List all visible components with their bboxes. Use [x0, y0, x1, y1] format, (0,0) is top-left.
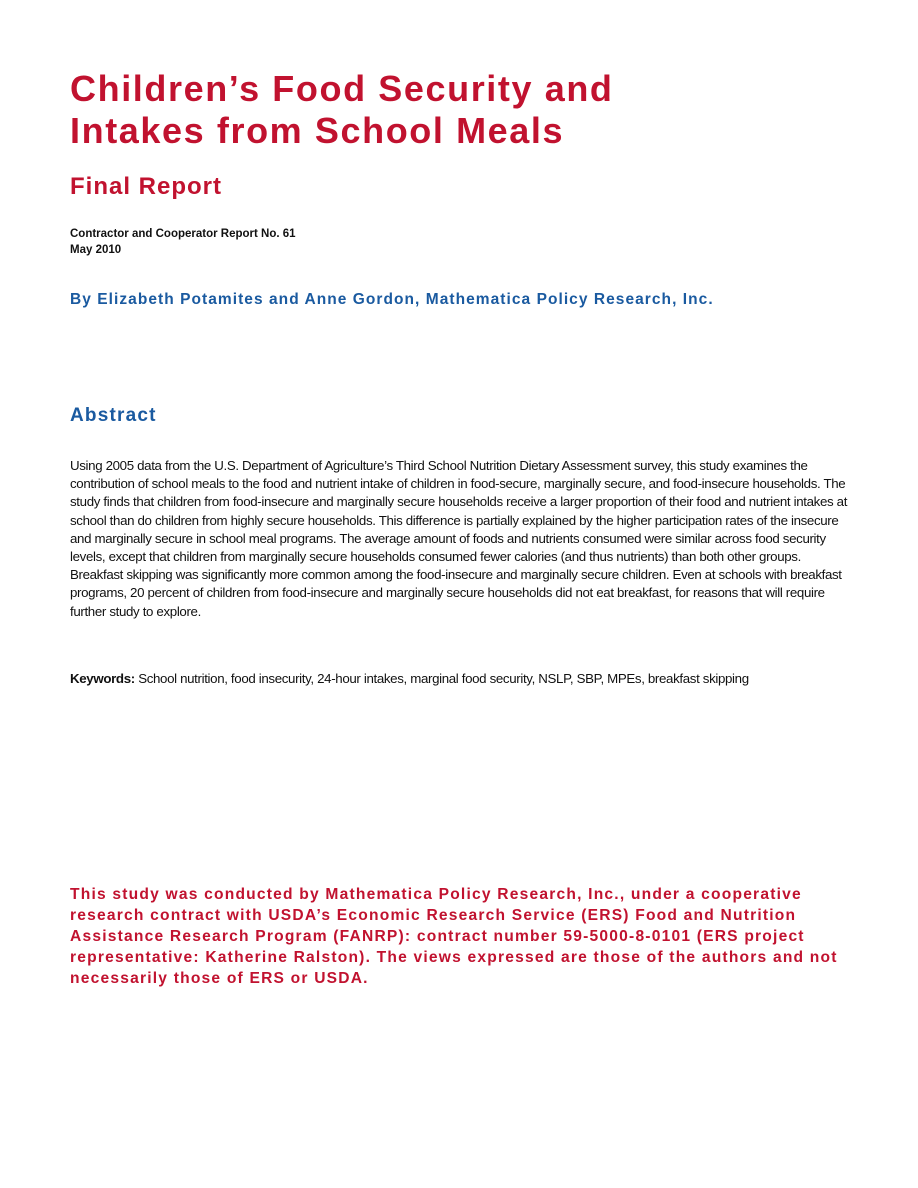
report-date: May 2010 — [70, 244, 122, 256]
title-line-2: Intakes from School Meals — [70, 110, 565, 151]
disclaimer-text: This study was conducted by Mathematica Policy Research, Inc., under a cooperative research contract with USDA’s Economic Research Service (ERS) Food and Nutrition Assistance Research Program (FANRP): contract number 59-5000-8-0101 (ERS project representative: Katherine Ralston). The views expressed are those of the authors and not necessarily those of ERS or USDA. — [70, 886, 838, 987]
keywords-text: School nutrition, food insecurity, 24-hour intakes, marginal food security, NSLP, SBP, MPEs, breakfast skipping — [138, 671, 749, 686]
abstract-text: Using 2005 data from the U.S. Department of Agriculture’s Third School Nutrition Dietary Assessment survey, this study examines the contribution of school meals to the food and nutrient intake of children in food-secure, marginally secure, and food-insecure households. The study finds that children from food-insecure and marginally secure households receive a larger proportion of their food and nutrient intakes at school than do children from highly secure households. This difference is partially explained by the higher participation rates of the insecure and marginally secure in school meal programs. The average amount of foods and nutrients consumed were similar across food security levels, except that children from marginally secure households consumed fewer calories (and thus nutrients) than both other groups. Breakfast skipping was significantly more common among the food-insecure and marginally secure children. Even at schools with breakfast programs, 20 percent of children from food-insecure and marginally secure households did not eat breakfast, for reasons that will require further study to explore. — [70, 458, 848, 619]
authors-line: By Elizabeth Potamites and Anne Gordon, Mathematica Policy Research, Inc. — [70, 291, 714, 308]
page-title — [70, 68, 790, 152]
keywords-paragraph — [70, 670, 830, 688]
keywords-label: Keywords: — [70, 671, 135, 686]
page-subtitle: Final Report — [70, 173, 223, 200]
abstract-heading: Abstract — [70, 405, 157, 426]
title-line-1: Children’s Food Security and — [70, 68, 614, 109]
report-meta — [70, 226, 296, 258]
report-number: Contractor and Cooperator Report No. 61 — [70, 228, 296, 240]
